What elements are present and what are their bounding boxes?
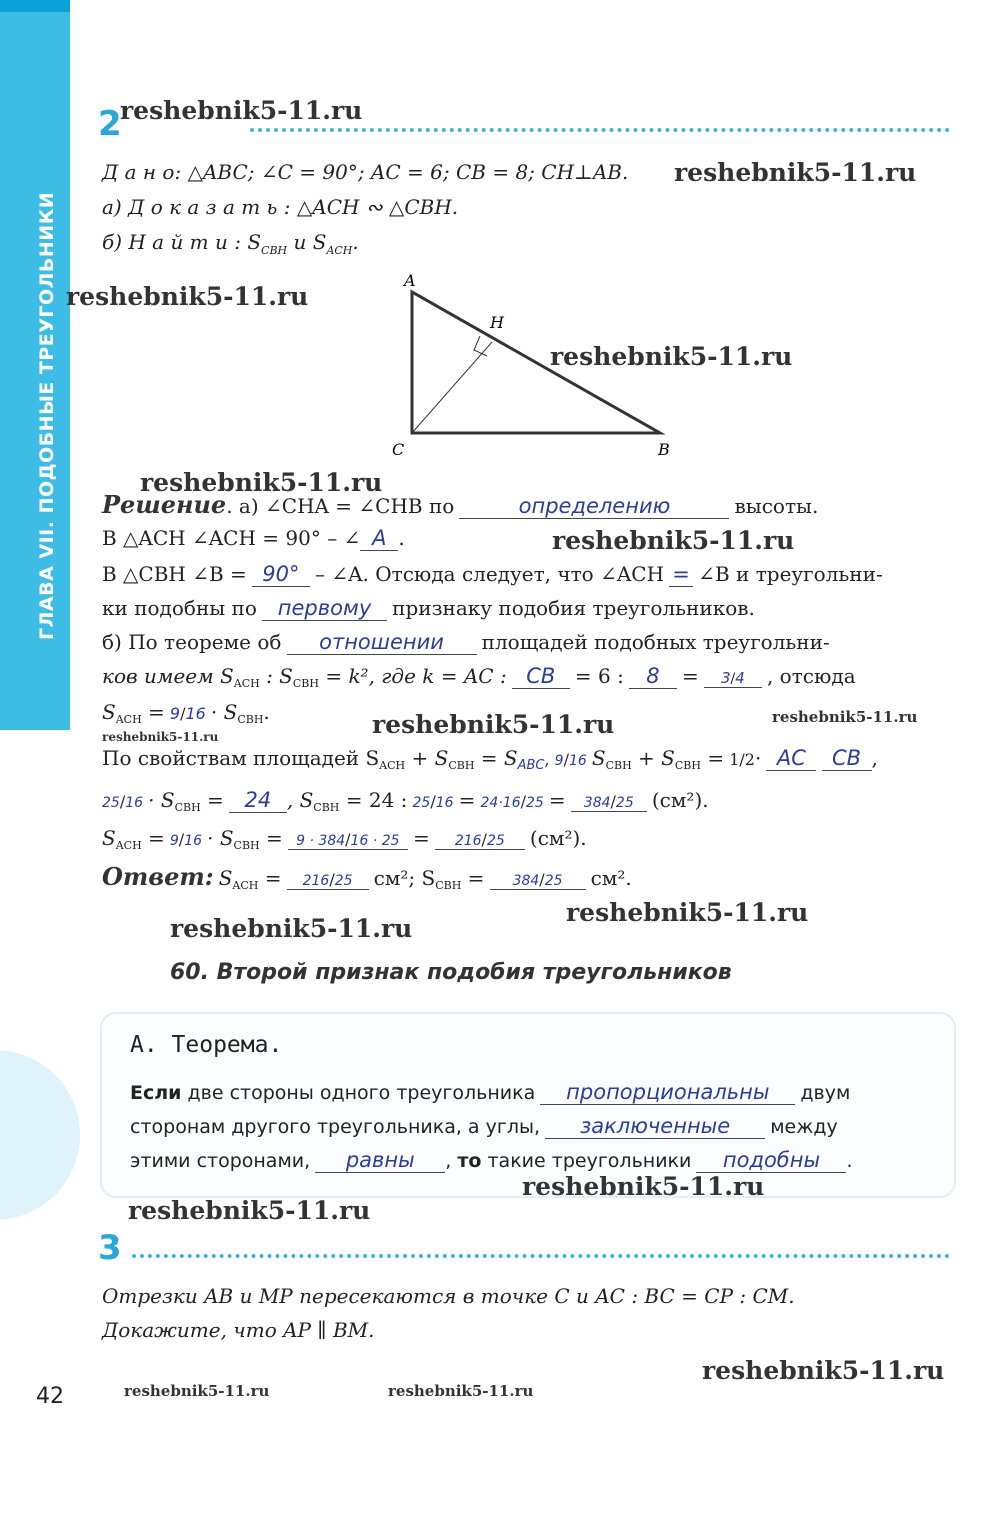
- watermark: reshebnik5-11.ru: [522, 1172, 765, 1201]
- solution-line-9: $25/16 \cdot S_{CBH} = 24$ , $S_{CBH} = 24$ : 25/16 = 24·16/25 = 384/25 (см²).: [102, 788, 709, 815]
- watermark: reshebnik5-11.ru: [772, 708, 918, 726]
- theorem-line-2: сторонам другого треугольника, а углы, заключенные между: [130, 1114, 838, 1138]
- section-title: 60. Второй признак подобия треугольников: [170, 960, 732, 985]
- watermark: reshebnik5-11.ru: [124, 1382, 270, 1400]
- given-text: Д а н о: △ABC; ∠C = 90°; AC = 6; CB = 8; CH⊥AB.: [102, 160, 629, 184]
- answer-label: Ответ:: [102, 862, 214, 891]
- watermark: reshebnik5-11.ru: [674, 158, 917, 187]
- chapter-title: ГЛАВА VII. ПОДОБНЫЕ ТРЕУГОЛЬНИКИ: [36, 191, 58, 640]
- solution-line-8: По свойствам площадей $S_{ACH} + S_{CBH} = S_{ABC}$, 9/16 $S_{CBH} + S_{CBH} = 1/2\cdot$ AC CB ,: [102, 746, 878, 774]
- find-text: б) Н а й т и : $S_{CBH}$ и $S_{ACH}$.: [102, 230, 359, 257]
- task-divider: [250, 128, 950, 132]
- task3-line-2: Докажите, что AP ∥ BM.: [102, 1318, 375, 1342]
- solution-line-6: ков имеем $S_{ACH}$ : $S_{CBH} = k^2$, где k = AC : CB = 6 : 8 = 3/4 , отсюда: [102, 664, 856, 691]
- prove-text: а) Д о к а з а т ь : △ACH ∾ △CBH.: [102, 195, 459, 219]
- task-number: 3: [98, 1228, 122, 1268]
- solution-line-5: б) По теореме об отношении площадей подобных треугольни-: [102, 630, 830, 654]
- page-number: 42: [36, 1384, 64, 1409]
- watermark: reshebnik5-11.ru: [552, 526, 795, 555]
- watermark: reshebnik5-11.ru: [566, 898, 809, 927]
- solution-line-10: $S_{ACH} = 9/16 \cdot S_{CBH} = 9 \cdot 384/16 \cdot 25 = 216/25$ (см²).: [102, 826, 587, 853]
- altitude-ch: [412, 342, 492, 433]
- watermark: reshebnik5-11.ru: [170, 914, 413, 943]
- watermark: reshebnik5-11.ru: [128, 1196, 371, 1225]
- vertex-b: B: [658, 440, 670, 459]
- solution-label: Решение: [102, 490, 227, 519]
- solution-line-1: Решение. а) ∠CHA = ∠CHB по определению высоты.: [102, 490, 819, 519]
- watermark: reshebnik5-11.ru: [388, 1382, 534, 1400]
- solution-line-7: $S_{ACH} = 9/16 \cdot S_{CBH}$.: [102, 700, 270, 727]
- watermark: reshebnik5-11.ru: [140, 468, 383, 497]
- watermark: reshebnik5-11.ru: [66, 282, 309, 311]
- watermark: reshebnik5-11.ru: [120, 96, 363, 125]
- answer-line: Ответ: $S_{ACH} = 216/25$ см²; $S_{CBH} = 384/25$ см².: [102, 862, 632, 893]
- watermark: reshebnik5-11.ru: [372, 710, 615, 739]
- sidebar-top-strip: [0, 0, 70, 12]
- solution-line-3: В △CBH ∠B = 90° – ∠A. Отсюда следует, что ∠ACH = ∠B и треугольни-: [102, 562, 883, 586]
- theorem-line-3: этими сторонами, равны , то такие треугольники подобны .: [130, 1148, 853, 1172]
- triangle-figure: [380, 260, 700, 470]
- watermark: reshebnik5-11.ru: [702, 1356, 945, 1385]
- task3-line-1: Отрезки AB и MP пересекаются в точке C и AC : BC = CP : CM.: [102, 1284, 795, 1308]
- chapter-sidebar: [0, 0, 70, 730]
- watermark: reshebnik5-11.ru: [102, 730, 219, 744]
- right-angle-mark: [474, 336, 487, 356]
- task-number: 2: [98, 104, 122, 144]
- decorative-circle: [0, 1050, 80, 1220]
- triangle-abc: [412, 292, 660, 433]
- theorem-line-1: Если две стороны одного треугольника пропорциональны двум: [130, 1080, 851, 1104]
- vertex-h: H: [490, 313, 504, 332]
- solution-line-2: В △ACH ∠ACH = 90° – ∠ A .: [102, 526, 405, 550]
- vertex-a: A: [404, 271, 416, 290]
- solution-line-4: ки подобны по первому признаку подобия треугольников.: [102, 596, 755, 620]
- vertex-c: C: [392, 440, 405, 459]
- theorem-heading: А. Теорема.: [130, 1032, 283, 1058]
- watermark: reshebnik5-11.ru: [550, 342, 793, 371]
- task-divider: [132, 1254, 950, 1258]
